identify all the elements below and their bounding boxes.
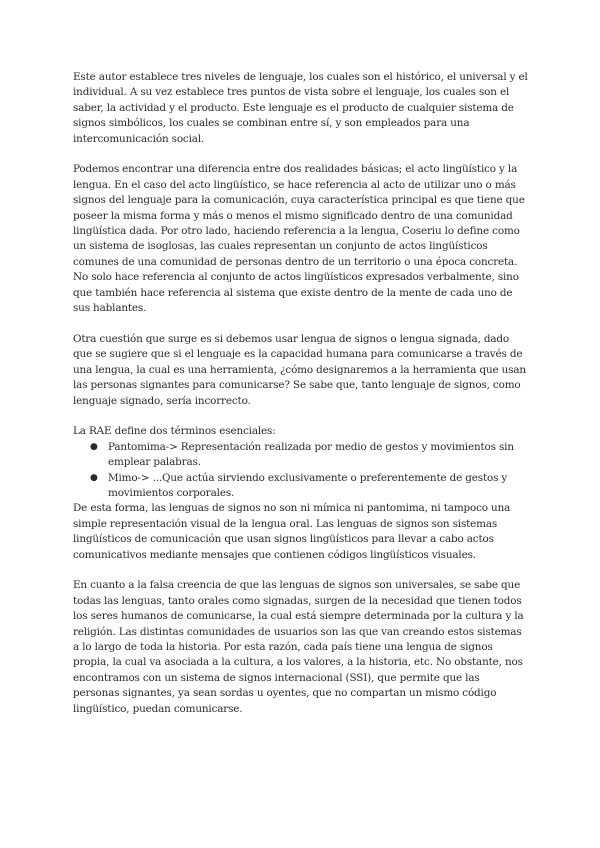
document-page [73, 70, 528, 732]
paragraph-universales: En cuanto a la falsa creencia de que las lenguas de signos son universales, se sabe que todas las lenguas, tanto orales como signadas, surgen de la necesidad que tienen todos los seres humanos de comunicarse, la cual está siempre determinada por la cultura y la religión. Las distintas comunidades de usuarios son las que van creando estos sistemas a lo largo de toda la historia. Por esta razón, cada país tiene una lengua de signos propia, la cual va asociada a la cultura, a los valores, a la historia, etc. No obstante, nos encontramos con un sistema de signos internacional (SSI), que permite que las personas signantes, ya sean sordas u oyentes, que no compartan un mismo código lingüístico, puedan comunicarse. [73, 579, 524, 715]
definition-text: Pantomima-> Representación realizada por medio de gestos y movimientos sin emplear palabras. [108, 440, 514, 469]
paragraph-acto-lengua: Podemos encontrar una diferencia entre dos realidades básicas; el acto lingüístico y la lengua. En el caso del acto lingüístico, se hace referencia al acto de utilizar uno o más signos del lenguaje para la comunicación, cuya característica principal es que tiene que poseer la misma forma y más o menos el mismo significado dentro de una comunidad lingüística dada. Por otro lado, haciendo referencia a la lengua, Coseriu lo define como un sistema de isoglosas, las cuales representan un conjunto de actos lingüísticos comunes de una comunidad de personas dentro de un territorio o una época concreta. No solo hace referencia al conjunto de actos lingüísticos expresados verbalmente, sino que también hace referencia al sistema que existe dentro de la mente de cada uno de sus hablantes. [73, 163, 525, 315]
list-item-mimo [90, 471, 528, 502]
definition-text: Mimo-> ...Que actúa sirviendo exclusivamente o preferentemente de gestos y movimientos corporales. [108, 471, 508, 499]
definition-list [73, 440, 528, 502]
paragraph-lengua-signada: Otra cuestión que surge es si debemos usar lengua de signos o lengua signada, dado que se sugiere que si el lenguaje es la capacidad humana para comunicarse a través de una lengua, la cual es una herramienta, ¿cómo designaremos a la herramienta que usan las personas signantes para comunicarse? Se sabe que, tanto lenguaje de signos, como lenguaje signado, sería incorrecto. [73, 332, 526, 407]
paragraph-levels: Este autor establece tres niveles de lenguaje, los cuales son el histórico, el universal y el individual. A su vez establece tres puntos de vista sobre el lenguaje, los cuales son el saber, la actividad y el producto. Este lenguaje es el producto de cualquier sistema de signos simbólicos, los cuales se combinan entre sí, y son empleados para una intercomunicación social. [73, 71, 528, 145]
rae-section [73, 424, 528, 563]
rae-intro: La RAE define dos términos esenciales: [73, 425, 276, 438]
bullet-icon: ● [90, 441, 98, 452]
paragraph-conclusion: De esta forma, las lenguas de signos no son ni mímica ni pantomima, ni tampoco una simple representación visual de la lengua oral. Las lenguas de signos son sistemas lingüísticos de comunicación que usan signos lingüísticos para llevar a cabo actos comunicativos mediante mensajes que contienen códigos lingüísticos visuales. [73, 502, 511, 561]
bullet-icon: ● [90, 472, 98, 483]
list-item-pantomima [90, 440, 528, 471]
